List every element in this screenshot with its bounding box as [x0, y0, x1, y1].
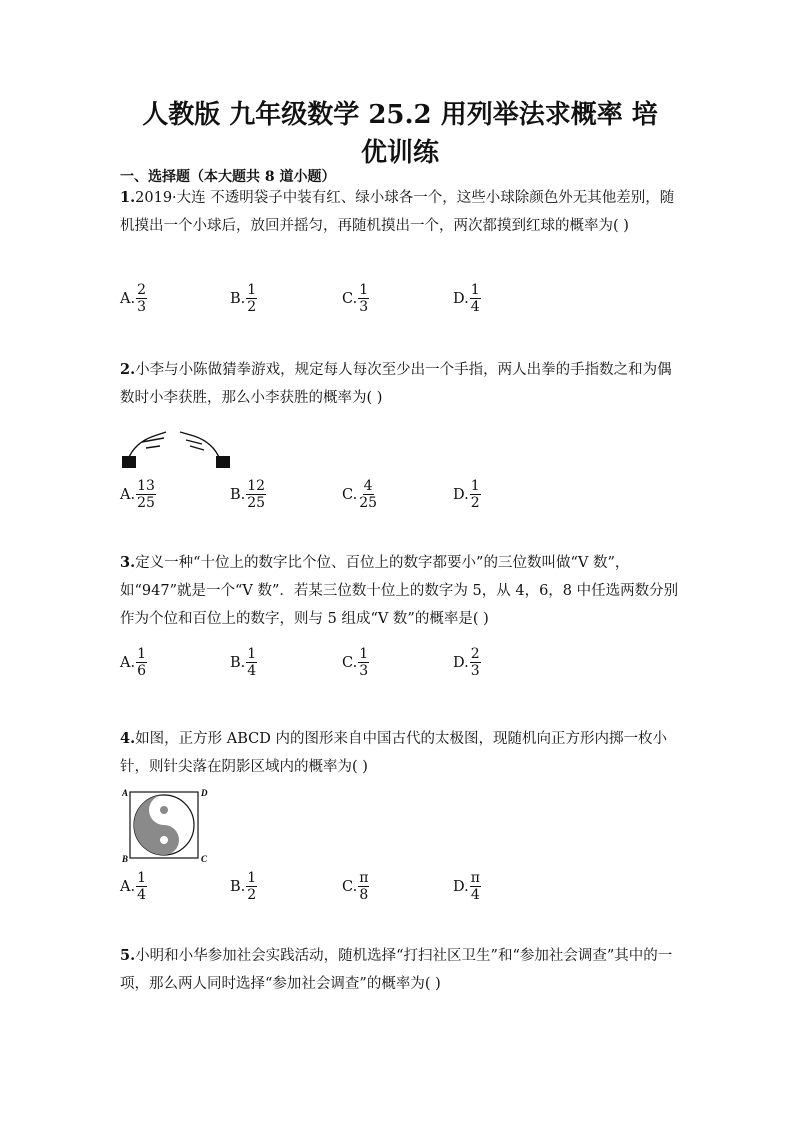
section-heading: 一、选择题（本大题共 8 道小题） [120, 169, 336, 185]
option-d[interactable]: D. $\frac{1}{4}$ [453, 282, 480, 315]
option-c[interactable]: C. $\frac{1}{3}$ [342, 282, 369, 315]
question-number: 2. [120, 361, 136, 378]
question-text: 小明和小华参加社会实践活动，随机选择“打扫社区卫生”和“参加社会调查”其中的一项，那么两人同时选择“参加社会调查”的概率为( ) [120, 948, 673, 992]
label-d: D [201, 788, 208, 798]
fraction: $\frac{2}{3}$ [470, 646, 480, 679]
question-5 [120, 942, 680, 998]
option-c[interactable]: C. $\frac{1}{3}$ [342, 646, 369, 679]
question-number: 3. [120, 554, 136, 571]
option-d[interactable]: D. $\frac{2}{3}$ [453, 646, 480, 679]
question-4 [120, 725, 680, 781]
option-a[interactable]: A. $\frac{1}{6}$ [120, 646, 147, 679]
question-1 [120, 184, 680, 240]
question-number: 5. [120, 947, 136, 964]
label-b: B [122, 854, 129, 864]
title-line-1: 人教版 九年级数学 25.2 用列举法求概率 培 [142, 100, 658, 130]
fraction: $\frac{\pi}{8}$ [359, 870, 369, 903]
option-b[interactable]: B. $\frac{1}{2}$ [230, 282, 257, 315]
option-a[interactable]: A. $\frac{2}{3}$ [120, 282, 147, 315]
option-c[interactable]: C. $\frac{4}{25}$ [342, 478, 378, 511]
fraction: $\frac{1}{2}$ [247, 870, 257, 903]
fraction: $\frac{1}{4}$ [137, 870, 147, 903]
fraction: $\frac{1}{4}$ [247, 646, 257, 679]
fraction: $\frac{1}{4}$ [470, 282, 480, 315]
option-c[interactable]: C. $\frac{\pi}{8}$ [342, 870, 369, 903]
question-text: 如图，正方形 ABCD 内的图形来自中国古代的太极图，现随机向正方形内掷一枚小针，则针尖落在阴影区域内的概率为( ) [120, 731, 667, 775]
question-2 [120, 356, 680, 412]
taiji-square-figure [118, 784, 214, 866]
question-4-options [120, 870, 680, 910]
option-b[interactable]: B. $\frac{1}{2}$ [230, 870, 257, 903]
question-3 [120, 549, 680, 633]
question-text: 2019·大连 不透明袋子中装有红、绿小球各一个，这些小球除颜色外无其他差别，随机摸出一个小球后，放回并摇匀，再随机摸出一个，两次都摸到红球的概率为( ) [120, 190, 675, 234]
document-title [120, 96, 680, 172]
question-number: 4. [120, 730, 136, 747]
option-a[interactable]: A. $\frac{13}{25}$ [120, 478, 155, 511]
question-2-options [120, 478, 680, 518]
fraction: $\frac{4}{25}$ [359, 478, 378, 511]
fraction: $\frac{13}{25}$ [137, 478, 155, 511]
option-a[interactable]: A. $\frac{1}{4}$ [120, 870, 147, 903]
question-3-options [120, 646, 680, 686]
fraction: $\frac{\pi}{4}$ [470, 870, 480, 903]
title-line-2: 优训练 [360, 138, 439, 168]
fraction: $\frac{1}{3}$ [359, 282, 369, 315]
option-b[interactable]: B. $\frac{12}{25}$ [230, 478, 266, 511]
label-a: A [122, 788, 129, 798]
label-c: C [201, 854, 208, 864]
question-number: 1. [120, 189, 136, 206]
option-b[interactable]: B. $\frac{1}{4}$ [230, 646, 257, 679]
fraction: $\frac{1}{6}$ [137, 646, 147, 679]
fraction: $\frac{2}{3}$ [137, 282, 147, 315]
question-text: 小李与小陈做猜拳游戏，规定每人每次至少出一个手指，两人出拳的手指数之和为偶数时小李获胜，那么小李获胜的概率为( ) [120, 362, 672, 406]
fraction: $\frac{12}{25}$ [247, 478, 266, 511]
question-text: 定义一种“十位上的数字比个位、百位上的数字都要小”的三位数叫做“V 数”，如“947”就是一个“V 数”．若某三位数十位上的数字为 5，从 4，6，8 中任选两数分别作为个位和百位上的数字，则与 5 组成“V 数”的概率是( ) [120, 555, 679, 627]
option-d[interactable]: D. $\frac{\pi}{4}$ [453, 870, 480, 903]
question-1-options [120, 282, 680, 322]
option-d[interactable]: D. $\frac{1}{2}$ [453, 478, 480, 511]
fraction: $\frac{1}{2}$ [470, 478, 480, 511]
hand-gesture-icon [120, 420, 232, 472]
fraction: $\frac{1}{2}$ [247, 282, 257, 315]
fraction: $\frac{1}{3}$ [359, 646, 369, 679]
